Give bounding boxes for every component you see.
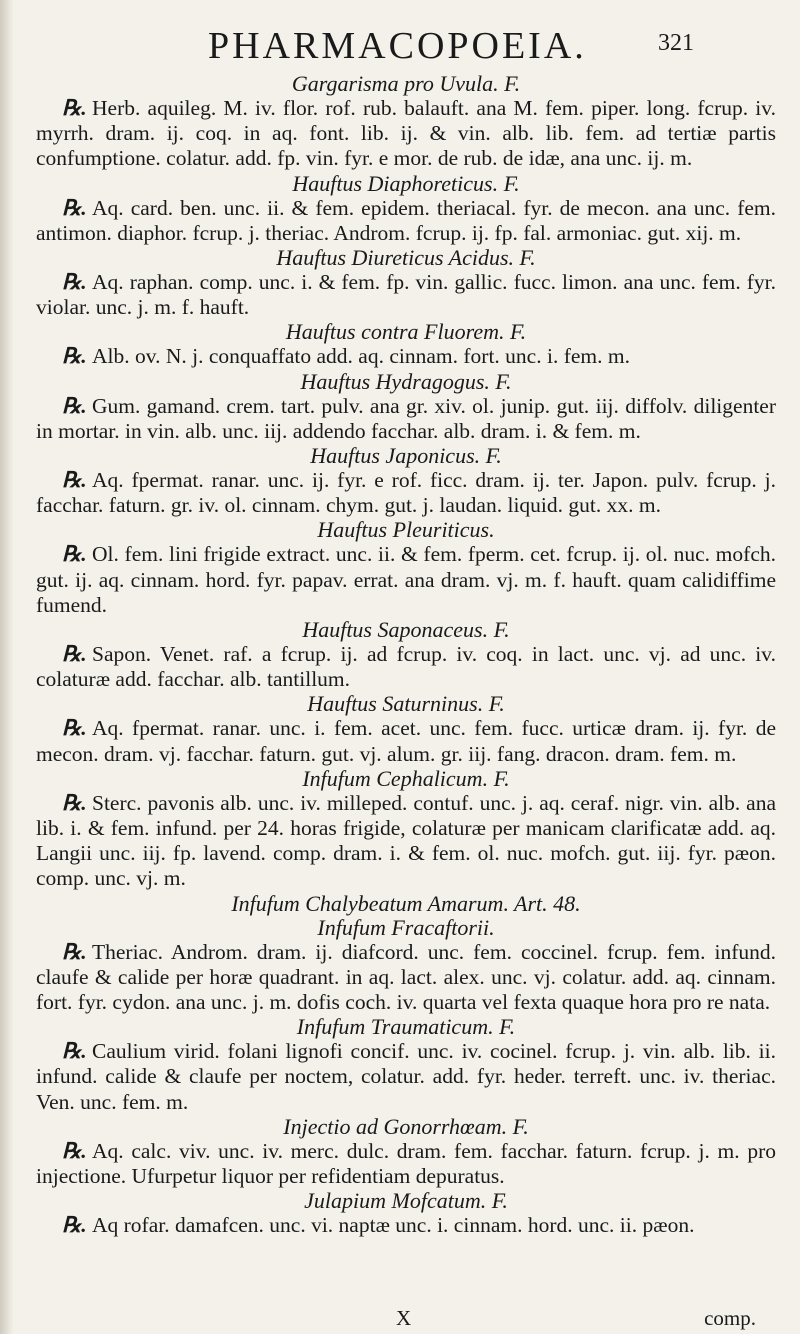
recipe-body [36,394,776,444]
recipe-title: Infufum Cephalicum. F. [302,765,510,791]
recipe-title: Hauftus Hydragogus. F. [300,368,512,394]
recipe-entry [36,320,776,369]
recipe-body [36,196,776,246]
recipe-text: Caulium virid. folani lignofi concif. unc. iv. cocinel. fcrup. j. vin. alb. lib. ii. infund. calide & claufe per noctem, colatur. add. fyr. heder. terreft. unc. iv. theriac. Ven. unc. fem. m. [36,1039,776,1114]
recipe-symbol: ℞. [62,1138,87,1163]
recipe-symbol: ℞. [62,1039,87,1064]
recipe-title: Gargarisma pro Uvula. F. [291,71,521,96]
recipe-text: Aq rofar. damafcen. unc. vi. naptæ unc. i. cinnam. hord. unc. ii. pæon. [92,1213,695,1238]
recipe-list [36,72,776,1239]
recipe-entry [36,767,776,892]
recipe-entry [36,916,776,1016]
recipe-text: Herb. aquileg. M. iv. flor. rof. rub. balauft. ana M. fem. piper. long. fcrup. iv. myrrh. dram. ij. coq. in aq. font. lib. ij. & vin. alb. lib. fem. ad tertiæ partis confumptione. colatur. add. fp. vin. fyr. e mor. de rub. de idæ, ana unc. ij. m. [36,96,776,171]
recipe-title: Infufum Chalybeatum Amarum. Art. 48. [231,890,581,916]
recipe-text: Aq. fpermat. ranar. unc. i. fem. acet. unc. fem. fucc. urticæ dram. ij. fyr. de mecon. dram. vj. facchar. faturn. gut. vj. alum. gr. iij. fang. dracon. dram. fem. m. [36,716,776,766]
recipe-entry [36,518,776,618]
recipe-entry [36,618,776,692]
recipe-body [36,1139,776,1189]
recipe-title: Hauftus Saponaceus. F. [302,617,510,643]
page-binding-shadow [0,0,14,1334]
recipe-body [36,940,776,1016]
recipe-text: Aq. fpermat. ranar. unc. ij. fyr. e rof. ficc. dram. ij. ter. Japon. pulv. fcrup. j. facchar. faturn. gr. iv. ol. cinnam. chym. gut. j. laudan. liquid. gut. xx. m. [36,468,776,518]
book-page [36,8,776,1328]
recipe-symbol: ℞. [62,542,87,567]
recipe-entry [36,172,776,246]
recipe-title: Hauftus contra Fluorem. F. [285,319,527,345]
recipe-entry [36,1189,776,1238]
recipe-entry [36,246,776,320]
recipe-body [36,716,776,766]
recipe-text: Aq. calc. viv. unc. iv. merc. dulc. dram. fem. facchar. faturn. fcrup. j. m. pro injectione. Ufurpetur liquor per refidentiam depuratus. [36,1138,776,1189]
recipe-entry [36,72,776,172]
recipe-text: Aq. card. ben. unc. ii. & fem. epidem. theriacal. fyr. de mecon. ana unc. fem. antimon. diaphor. fcrup. j. theriac. Androm. fcrup. ij. fp. fal. armoniac. gut. xij. m. [36,195,776,245]
recipe-symbol: ℞. [62,939,87,964]
recipe-title: Infufum Fracaftorii. [317,914,495,940]
recipe-body [36,1213,776,1238]
recipe-symbol: ℞. [62,468,87,493]
recipe-text: Theriac. Androm. dram. ij. diafcord. unc. fem. coccinel. fcrup. fem. infund. claufe & calide per horæ quadrant. in aq. lact. alex. unc. vj. colatur. add. aq. cinnam. fort. fyr. cydon. ana unc. j. m. dofis coch. iv. quarta vel fexta quaque hora pro re nata. [36,939,776,1015]
recipe-title: Hauftus Diureticus Acidus. F. [276,245,536,271]
recipe-symbol: ℞. [62,393,87,418]
recipe-entry [36,370,776,444]
recipe-text: Alb. ov. N. j. conquaffato add. aq. cinnam. fort. unc. i. fem. m. [92,344,630,369]
recipe-entry [36,444,776,518]
recipe-text: Gum. gamand. crem. tart. pulv. ana gr. xiv. ol. junip. gut. iij. diffolv. diligenter in mortar. in vin. alb. unc. iij. addendo facchar. alb. dram. i. & fem. m. [36,393,776,443]
recipe-title: Hauftus Saturninus. F. [307,691,505,717]
recipe-symbol: ℞. [62,96,87,120]
recipe-body [36,270,776,320]
recipe-text: Sapon. Venet. raf. a fcrup. ij. ad fcrup. iv. coq. in lact. unc. vj. ad unc. iv. colaturæ add. facchar. alb. tantillum. [36,642,776,692]
running-title: PHARMACOPOEIA. [208,25,587,67]
catchword: comp. [704,1306,756,1330]
page-number: 321 [658,30,694,56]
recipe-entry [36,1015,776,1115]
recipe-title: Injectio ad Gonorrhœam. F. [283,1113,529,1139]
recipe-title: Julapium Mofcatum. F. [304,1188,508,1214]
recipe-symbol: ℞. [62,195,87,220]
recipe-body [36,468,776,518]
recipe-body [36,642,776,692]
recipe-symbol: ℞. [62,270,87,295]
recipe-title: Infufum Traumaticum. F. [296,1014,516,1040]
recipe-entry [36,692,776,766]
recipe-symbol: ℞. [62,790,87,815]
recipe-body [36,344,776,369]
recipe-symbol: ℞. [62,344,87,369]
signature-mark: X [396,1306,412,1330]
page-header [36,8,776,72]
recipe-symbol: ℞. [62,716,87,741]
recipe-title: Hauftus Diaphoreticus. F. [292,170,520,196]
recipe-title: Hauftus Pleuriticus. [317,517,495,543]
recipe-title: Hauftus Japonicus. F. [310,443,502,469]
recipe-body [36,96,776,172]
recipe-entry [36,1115,776,1189]
page-footer [36,1306,776,1332]
recipe-entry [36,892,776,916]
recipe-symbol: ℞. [62,642,87,667]
recipe-text: Ol. fem. lini frigide extract. unc. ii. & fem. fperm. cet. fcrup. ij. ol. nuc. mofch. gut. ij. aq. cinnam. hord. fyr. papav. errat. ana dram. vj. m. f. hauft. quam calidiffime fumend. [36,542,776,617]
recipe-body [36,542,776,618]
recipe-text: Aq. raphan. comp. unc. i. & fem. fp. vin. gallic. fucc. limon. ana unc. fem. fyr. violar. unc. j. m. f. hauft. [36,270,776,320]
recipe-symbol: ℞. [62,1213,87,1238]
recipe-body [36,791,776,892]
recipe-body [36,1039,776,1115]
recipe-text: Sterc. pavonis alb. unc. iv. milleped. contuf. unc. j. aq. ceraf. nigr. vin. alb. ana lib. i. & fem. infund. per 24. horas frigide, colaturæ per manicam clarificatæ add. aq. Langii unc. iij. fp. lavend. comp. dram. i. & fem. ol. nuc. mofch. gut. iij. fyr. pæon. comp. unc. vj. m. [36,790,776,891]
